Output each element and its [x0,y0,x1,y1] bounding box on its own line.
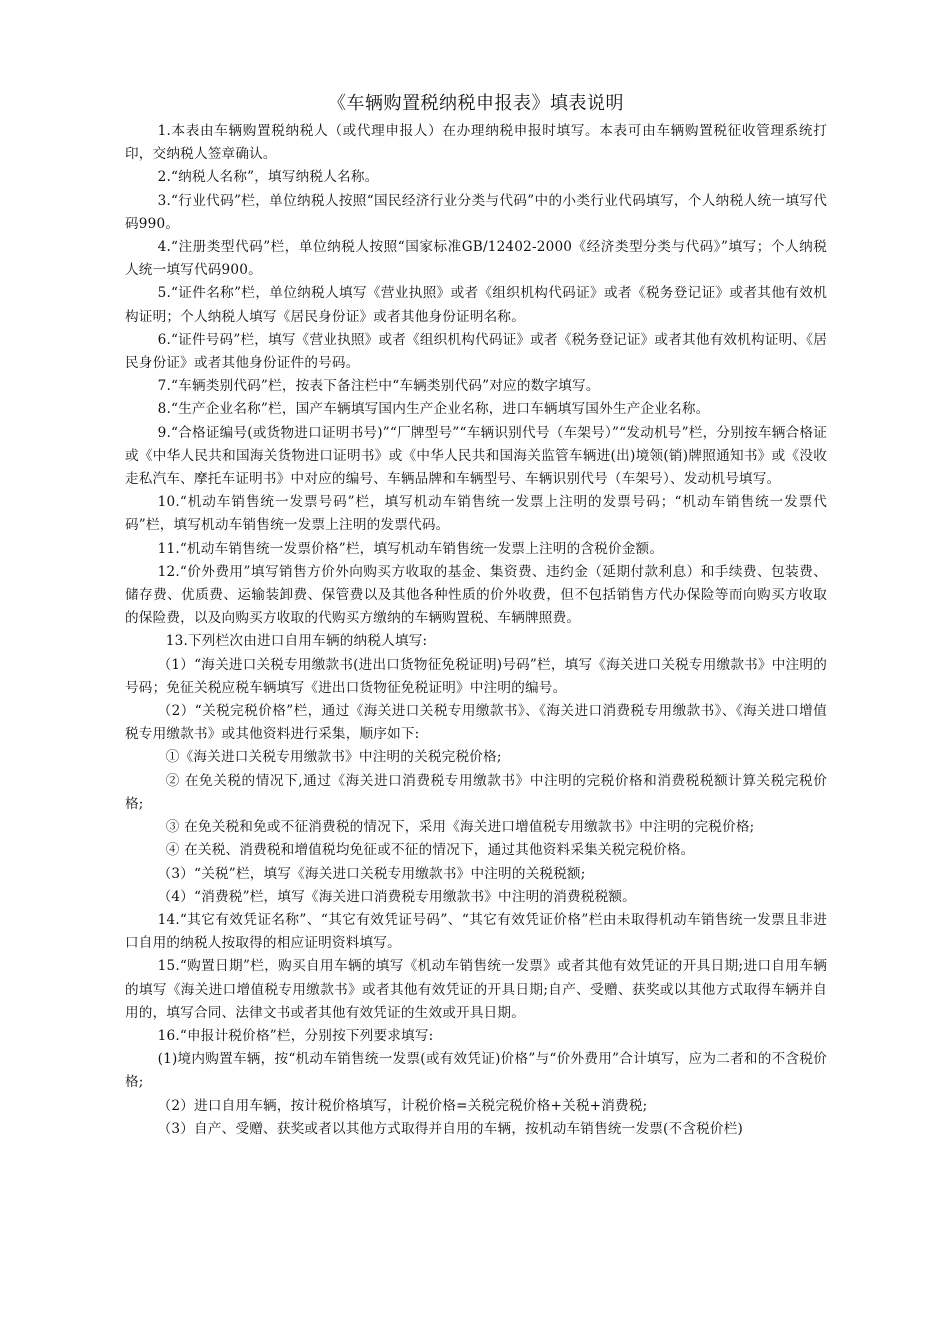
paragraph: （4）“消费税”栏，填写《海关进口消费税专用缴款书》中注明的消费税税额。 [157,888,636,905]
paragraph: 15.“购置日期”栏，购买自用车辆的填写《机动车销售统一发票》或者其他有效凭证的开具日期;进口自用车辆的填写《海关进口增值税专用缴款书》或者其他有效凭证的开具日期;自产、受赠、获奖或以其他方式取得车辆并自用的，填写合同、法律文书或者其他有效凭证的生效或开具日期。 [125,958,827,1021]
paragraph: 6.“证件号码”栏，填写《营业执照》或者《组织机构代码证》或者《税务登记证》或者其他有效机构证明、《居民身份证》或者其他身份证件的号码。 [125,331,827,372]
paragraph: 11.“机动车销售统一发票价格”栏，填写机动车销售统一发票上注明的含税价金额。 [157,540,664,557]
document-body [125,120,827,1141]
paragraph: 8.“生产企业名称”栏，国产车辆填写国内生产企业名称，进口车辆填写国外生产企业名称。 [157,401,710,418]
document-page [125,92,827,1141]
paragraph: 2.“纳税人名称”，填写纳税人名称。 [157,169,379,186]
paragraph: ④ 在关税、消费税和增值税均免征或不征的情况下，通过其他资料采集关税完税价格。 [165,842,695,859]
paragraph: 3.“行业代码”栏，单位纳税人按照“国民经济行业分类与代码”中的小类行业代码填写，个人纳税人统一填写代码990。 [125,192,827,232]
paragraph: 12.“价外费用”填写销售方价外向购买方收取的基金、集资费、违约金（延期付款利息）和手续费、包装费、储存费、优质费、运输装卸费、保管费以及其他各种性质的价外收费，但不包括销售方代办保险等而向购买方收取的保险费，以及向购买方收取的代购买方缴纳的车辆购置税、车辆牌照费。 [125,563,827,627]
paragraph: 14.“其它有效凭证名称”、“其它有效凭证号码”、“其它有效凭证价格”栏由未取得机动车销售统一发票且非进口自用的纳税人按取得的相应证明资料填写。 [125,911,827,952]
paragraph: ③ 在免关税和免或不征消费税的情况下，采用《海关进口增值税专用缴款书》中注明的完税价格; [165,819,755,836]
paragraph: （1）“海关进口关税专用缴款书(进出口货物征免税证明)号码”栏，填写《海关进口关税专用缴款书》中注明的号码；免征关税应税车辆填写《进出口货物征免税证明》中注明的编号。 [125,656,827,696]
paragraph: 7.“车辆类别代码”栏，按表下备注栏中“车辆类别代码”对应的数字填写。 [157,378,600,395]
paragraph: 16.“申报计税价格”栏，分别按下列要求填写: [157,1027,434,1044]
paragraph: 13.下列栏次由进口自用车辆的纳税人填写: [165,633,428,650]
paragraph: (1)境内购置车辆，按“机动车销售统一发票(或有效凭证)价格”与“价外费用”合计填写，应为二者和的不含税价格; [125,1051,827,1091]
paragraph: （3）自产、受赠、获奖或者以其他方式取得并自用的车辆，按机动车销售统一发票(不含税价栏) [157,1120,744,1137]
paragraph: 1.本表由车辆购置税纳税人（或代理申报人）在办理纳税申报时填写。本表可由车辆购置税征收管理系统打印，交纳税人签章确认。 [125,123,827,163]
paragraph: （3）“关税”栏，填写《海关进口关税专用缴款书》中注明的关税税额; [157,865,586,882]
paragraph: （2）进口自用车辆，按计税价格填写，计税价格=关税完税价格+关税+消费税; [157,1097,648,1114]
paragraph: （2）“关税完税价格”栏，通过《海关进口关税专用缴款书》、《海关进口消费税专用缴款书》、《海关进口增值税专用缴款书》或其他资料进行采集，顺序如下: [125,703,827,743]
paragraph: 4.“注册类型代码”栏，单位纳税人按照“国家标准GB/12402-2000《经济类型分类与代码》”填写；个人纳税人统一填写代码900。 [125,239,827,279]
paragraph: 10.“机动车销售统一发票号码”栏，填写机动车销售统一发票上注明的发票号码；“机动车销售统一发票代码”栏，填写机动车销售统一发票上注明的发票代码。 [125,494,827,534]
paragraph: 9.“合格证编号(或货物进口证明书号)”“厂牌型号”“车辆识别代号（车架号）”“发动机号”栏，分别按车辆合格证或《中华人民共和国海关货物进口证明书》或《中华人民共和国海关监管车辆进(出)境领(销)牌照通知书》或《没收走私汽车、摩托车证明书》中对应的编号、车辆品牌和车辆型号、车辆识别代号（车架号）、发动机号填写。 [125,424,827,488]
document-title: 《车辆购置税纳税申报表》填表说明 [328,93,624,114]
paragraph: ①《海关进口关税专用缴款书》中注明的关税完税价格; [165,749,502,766]
paragraph: 5.“证件名称”栏，单位纳税人填写《营业执照》或者《组织机构代码证》或者《税务登记证》或者其他有效机构证明；个人纳税人填写《居民身份证》或者其他身份证明名称。 [125,285,827,325]
paragraph: ② 在免关税的情况下,通过《海关进口消费税专用缴款书》中注明的完税价格和消费税税额计算关税完税价格; [125,772,827,812]
